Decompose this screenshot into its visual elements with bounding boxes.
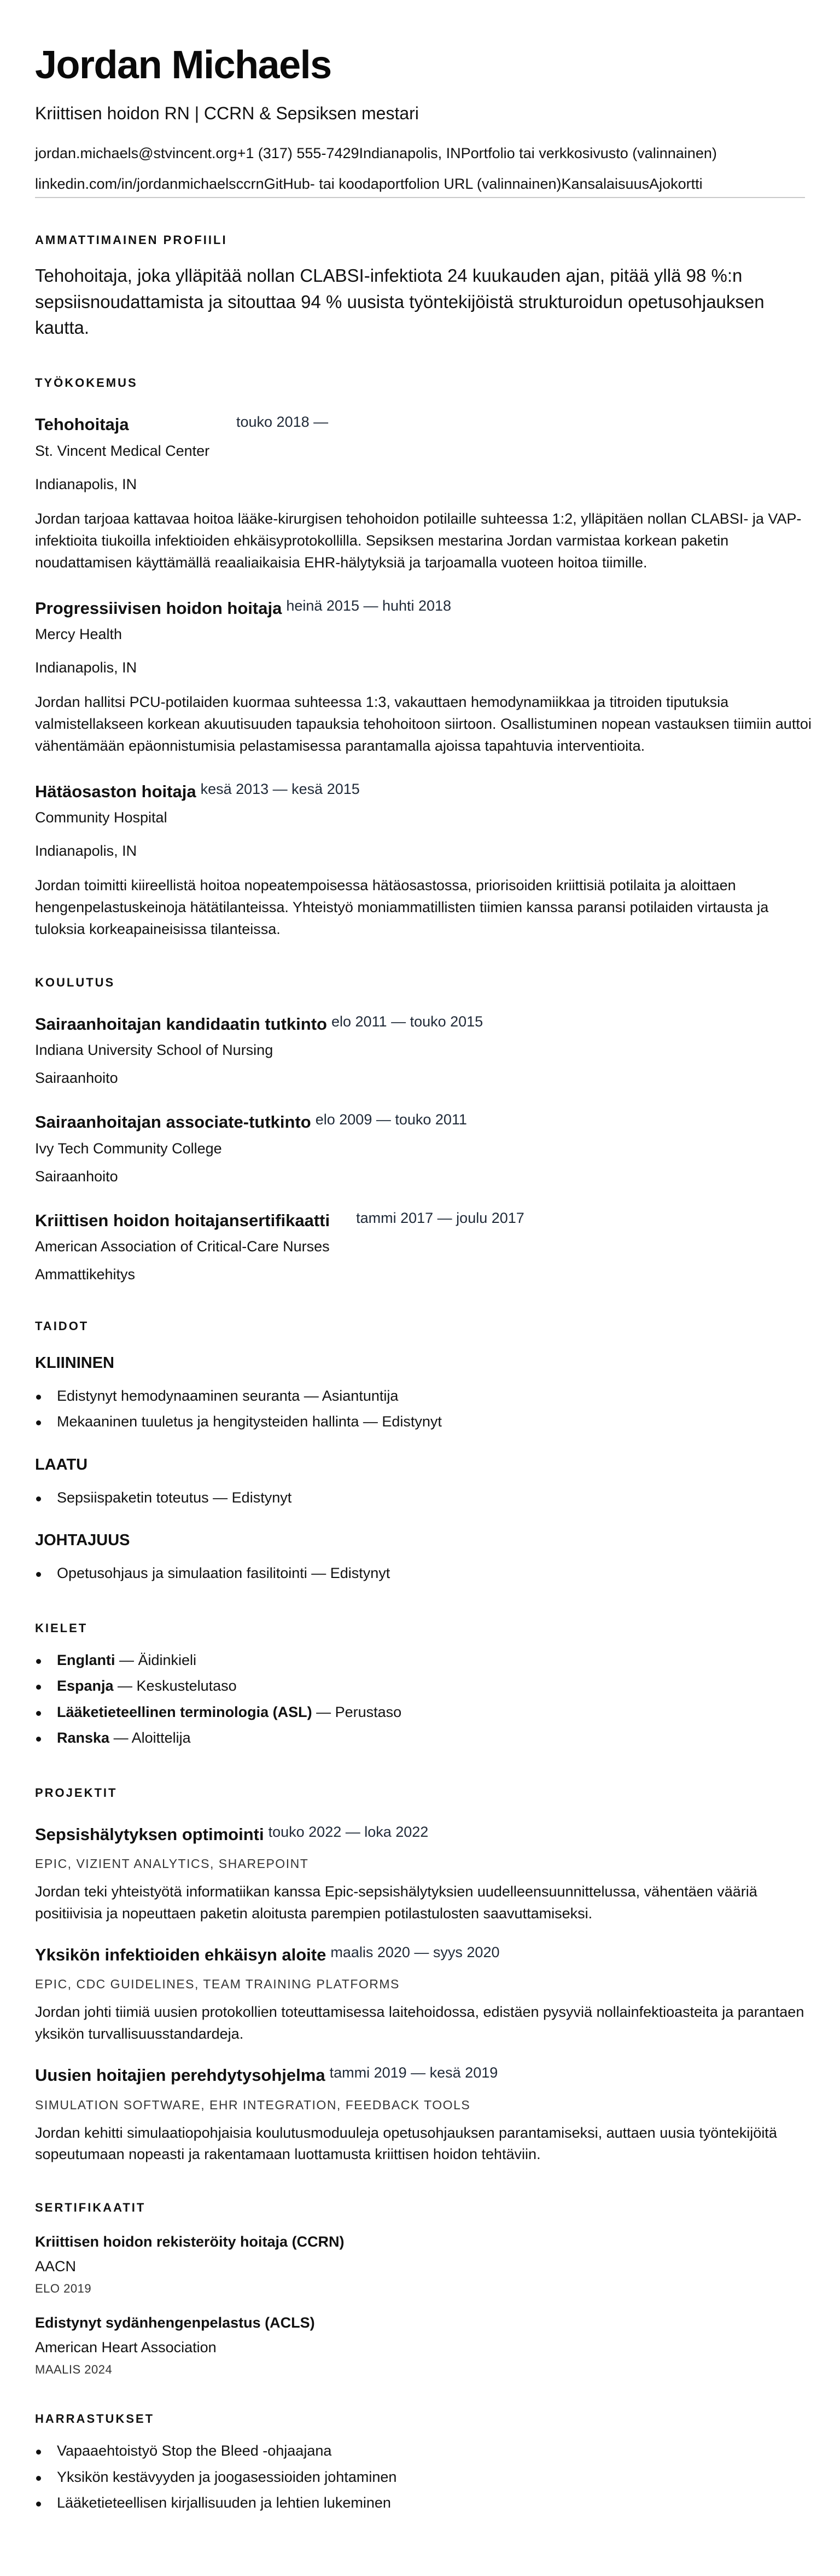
education-item — [35, 1112, 805, 1186]
section-title-profile: AMMATTIMAINEN PROFIILI — [35, 233, 228, 247]
study-field: Ammattikehitys — [35, 1266, 136, 1283]
contact-portfolio[interactable]: Portfolio tai verkkosivusto (valinnainen) — [460, 145, 717, 162]
language-level: — Keskustelutaso — [113, 1678, 237, 1695]
certification-issuer: American Heart Association — [35, 2339, 217, 2356]
certification-issuer: AACN — [35, 2258, 77, 2275]
skill-item: Mekaaninen tuuletus ja hengitysteiden hallinta — Edistynyt — [35, 1409, 805, 1435]
skill-category-name: KLIININEN — [35, 1354, 114, 1372]
resume-header — [35, 44, 805, 198]
candidate-headline: Kriittisen hoidon RN | CCRN & Sepsiksen mestari — [35, 103, 419, 124]
profile-summary: Tehohoitaja, joka ylläpitää nollan CLABSI-infektiota 24 kuukauden ajan, pitää yllä 98 %:n sepsiisnoudattamista ja sitouttaa 94 % uusista työntekijöistä strukturoidun opetusohjauksen kautta. — [35, 265, 765, 338]
language-level: — Aloittelija — [109, 1729, 191, 1746]
degree-dates: elo 2011 — touko 2015 — [331, 1013, 483, 1030]
interest-item: Yksikön kestävyyden ja joogasessioiden johtaminen — [35, 2464, 805, 2490]
project-technologies: EPIC, VIZIENT ANALYTICS, SHAREPOINT — [35, 1856, 309, 1871]
skills-section — [35, 1319, 805, 1586]
project-title: Yksikön infektioiden ehkäisyn aloite — [35, 1945, 326, 1965]
language-name: Espanja — [57, 1678, 114, 1695]
languages-section — [35, 1621, 805, 1751]
language-name: Englanti — [57, 1652, 115, 1669]
project-title: Sepsishälytyksen optimointi — [35, 1825, 264, 1844]
certification-item — [35, 2314, 805, 2377]
study-field: Sairaanhoito — [35, 1070, 118, 1087]
job-description: Jordan tarjoaa kattavaa hoitoa lääke-kirurgisen tehohoidon potilaille suhteessa 1:2, ylläpitäen nollan CLABSI- ja VAP-infektioita tiukoilla infektioiden ehkäisyprotokollilla. Sepsiksen mestarina Jordan varmistaa korkean paketin noudattamisen käyttämällä reaaliaikaisia EHR-hälytyksiä ja tarjoamalla vuoteen hoitoa tiimille. — [35, 510, 802, 571]
project-technologies: SIMULATION SOFTWARE, EHR INTEGRATION, FEEDBACK TOOLS — [35, 2097, 471, 2112]
project-technologies: EPIC, CDC GUIDELINES, TEAM TRAINING PLATFORMS — [35, 1977, 400, 1992]
degree-title: Sairaanhoitajan kandidaatin tutkinto — [35, 1014, 327, 1034]
project-dates: maalis 2020 — syys 2020 — [330, 1944, 500, 1961]
experience-item — [35, 597, 812, 757]
skill-list — [35, 1485, 805, 1511]
study-field: Sairaanhoito — [35, 1168, 118, 1185]
certification-date: MAALIS 2024 — [35, 2363, 113, 2377]
skill-list — [35, 1383, 805, 1435]
school-name: Ivy Tech Community College — [35, 1140, 222, 1157]
certification-title: Kriittisen hoidon rekisteröity hoitaja (CCRN) — [35, 2233, 345, 2250]
section-title-interests: HARRASTUKSET — [35, 2412, 155, 2426]
language-level: — Perustaso — [312, 1703, 402, 1720]
job-dates: heinä 2015 — huhti 2018 — [286, 597, 452, 614]
job-dates: touko 2018 — — [236, 414, 329, 431]
project-description: Jordan johti tiimiä uusien protokollien toteuttamisessa laitehoidossa, edistäen pysyviä nollainfektioasteita ja parantaen yksikön turvallisuusstandardeja. — [35, 2004, 804, 2043]
language-item — [35, 1725, 805, 1751]
contact-phone[interactable]: +1 (317) 555-7429 — [237, 145, 359, 162]
section-title-certifications: SERTIFIKAATIT — [35, 2201, 146, 2215]
projects-section — [35, 1786, 805, 2166]
skill-category — [35, 1456, 805, 1511]
degree-title: Sairaanhoitajan associate-tutkinto — [35, 1112, 311, 1132]
project-dates: touko 2022 — loka 2022 — [268, 1824, 429, 1841]
experience-item — [35, 414, 805, 573]
skill-category-name: JOHTAJUUS — [35, 1531, 130, 1549]
certifications-section — [35, 2201, 805, 2377]
degree-dates: tammi 2017 — joulu 2017 — [356, 1209, 524, 1226]
skill-category-name: LAATU — [35, 1455, 88, 1473]
skill-item: Opetusohjaus ja simulaation fasilitointi — Edistynyt — [35, 1560, 805, 1586]
contact-drivers-license: Ajokortti — [649, 175, 703, 192]
school-name: American Association of Critical-Care Nurses — [35, 1238, 330, 1255]
contact-line-2 — [35, 174, 805, 195]
candidate-name: Jordan Michaels — [35, 43, 331, 87]
job-description: Jordan toimitti kiireellistä hoitoa nopeatempoisessa hätäosastossa, priorisoiden kriittisiä potilaita ja aloittaen hengenpelastuskeinoja hätätilanteissa. Yhteistyö moniammatillisten tiimien kanssa paransi potilaiden virtausta ja tuloksia korkeapaineisissa tilanteissa. — [35, 877, 769, 938]
language-list — [35, 1647, 805, 1751]
job-location: Indianapolis, IN — [35, 475, 137, 492]
skill-item: Sepsiispaketin toteutus — Edistynyt — [35, 1485, 805, 1511]
certification-item — [35, 2233, 805, 2296]
project-item — [35, 2065, 805, 2166]
project-item — [35, 1945, 805, 2045]
language-name: Ranska — [57, 1729, 110, 1746]
job-employer: Community Hospital — [35, 809, 167, 826]
school-name: Indiana University School of Nursing — [35, 1042, 273, 1059]
degree-dates: elo 2009 — touko 2011 — [315, 1111, 467, 1128]
certification-title: Edistynyt sydänhengenpelastus (ACLS) — [35, 2314, 315, 2331]
contact-location: Indianapolis, IN — [359, 145, 461, 162]
language-item — [35, 1673, 805, 1699]
education-item — [35, 1014, 805, 1088]
header-divider — [35, 197, 805, 198]
skill-category — [35, 1531, 805, 1586]
section-title-skills: TAIDOT — [35, 1319, 89, 1333]
contact-github[interactable]: GitHub- tai koodaportfolion URL (valinnainen) — [264, 175, 562, 192]
section-title-education: KOULUTUS — [35, 976, 115, 990]
skill-list — [35, 1560, 805, 1586]
certification-date: ELO 2019 — [35, 2282, 92, 2296]
language-level: — Äidinkieli — [115, 1652, 197, 1669]
job-description: Jordan hallitsi PCU-potilaiden kuormaa suhteessa 1:3, vakauttaen hemodynamiikkaa ja titroiden tiputuksia valmistellakseen korkean akuutisuuden tapauksia tehohoitoon siirtoon. Osallistuminen nopean vastauksen tiimiin auttoi vähentämään epäonnistumisia pelastamisessa parantamalla ajoissa tapahtuvia interventioita. — [35, 693, 812, 754]
language-name: Lääketieteellinen terminologia (ASL) — [57, 1703, 312, 1720]
job-title: Hätäosaston hoitaja — [35, 781, 196, 801]
profile-section — [35, 233, 805, 341]
education-item — [35, 1210, 805, 1284]
skill-category — [35, 1354, 805, 1435]
project-title: Uusien hoitajien perehdytysohjelma — [35, 2066, 325, 2085]
contact-email[interactable]: jordan.michaels@stvincent.org — [35, 145, 237, 162]
job-location: Indianapolis, IN — [35, 659, 137, 676]
job-employer: St. Vincent Medical Center — [35, 442, 210, 459]
contact-citizenship: Kansalaisuus — [561, 175, 650, 192]
contact-linkedin[interactable]: linkedin.com/in/jordanmichaelsccrn — [35, 175, 264, 192]
job-dates: kesä 2013 — kesä 2015 — [200, 780, 360, 797]
project-description: Jordan kehitti simulaatiopohjaisia koulutusmoduuleja opetusohjauksen parantamiseksi, auttaen uusia työntekijöitä sopeutumaan nopeasti ja rakentamaan luottamusta kriittisen hoidon tehtäviin. — [35, 2124, 777, 2163]
education-section — [35, 976, 805, 1284]
job-location: Indianapolis, IN — [35, 843, 137, 860]
language-item — [35, 1647, 805, 1673]
job-employer: Mercy Health — [35, 625, 122, 642]
job-title: Progressiivisen hoidon hoitaja — [35, 598, 282, 618]
language-item — [35, 1699, 805, 1725]
interest-list — [35, 2438, 805, 2516]
contact-line-1 — [35, 143, 805, 164]
project-description: Jordan teki yhteistyötä informatiikan kanssa Epic-sepsishälytyksien uudelleensuunnittelussa, vähentäen vääriä positiivisia ja nopeuttaen paketin aloitusta parempien potilastulosten saavuttamiseksi. — [35, 1883, 757, 1922]
section-title-experience: TYÖKOKEMUS — [35, 376, 138, 390]
interest-item: Lääketieteellisen kirjallisuuden ja lehtien lukeminen — [35, 2490, 805, 2516]
job-title: Tehohoitaja — [35, 415, 129, 434]
project-item — [35, 1824, 805, 1925]
section-title-languages: KIELET — [35, 1621, 88, 1635]
degree-title: Kriittisen hoidon hoitajansertifikaatti — [35, 1210, 330, 1230]
project-dates: tammi 2019 — kesä 2019 — [329, 2064, 498, 2081]
experience-section — [35, 376, 812, 941]
section-title-projects: PROJEKTIT — [35, 1786, 118, 1800]
experience-item — [35, 781, 805, 941]
interest-item: Vapaaehtoistyö Stop the Bleed -ohjaajana — [35, 2438, 805, 2464]
skill-item: Edistynyt hemodynaaminen seuranta — Asiantuntija — [35, 1383, 805, 1409]
interests-section — [35, 2412, 805, 2516]
